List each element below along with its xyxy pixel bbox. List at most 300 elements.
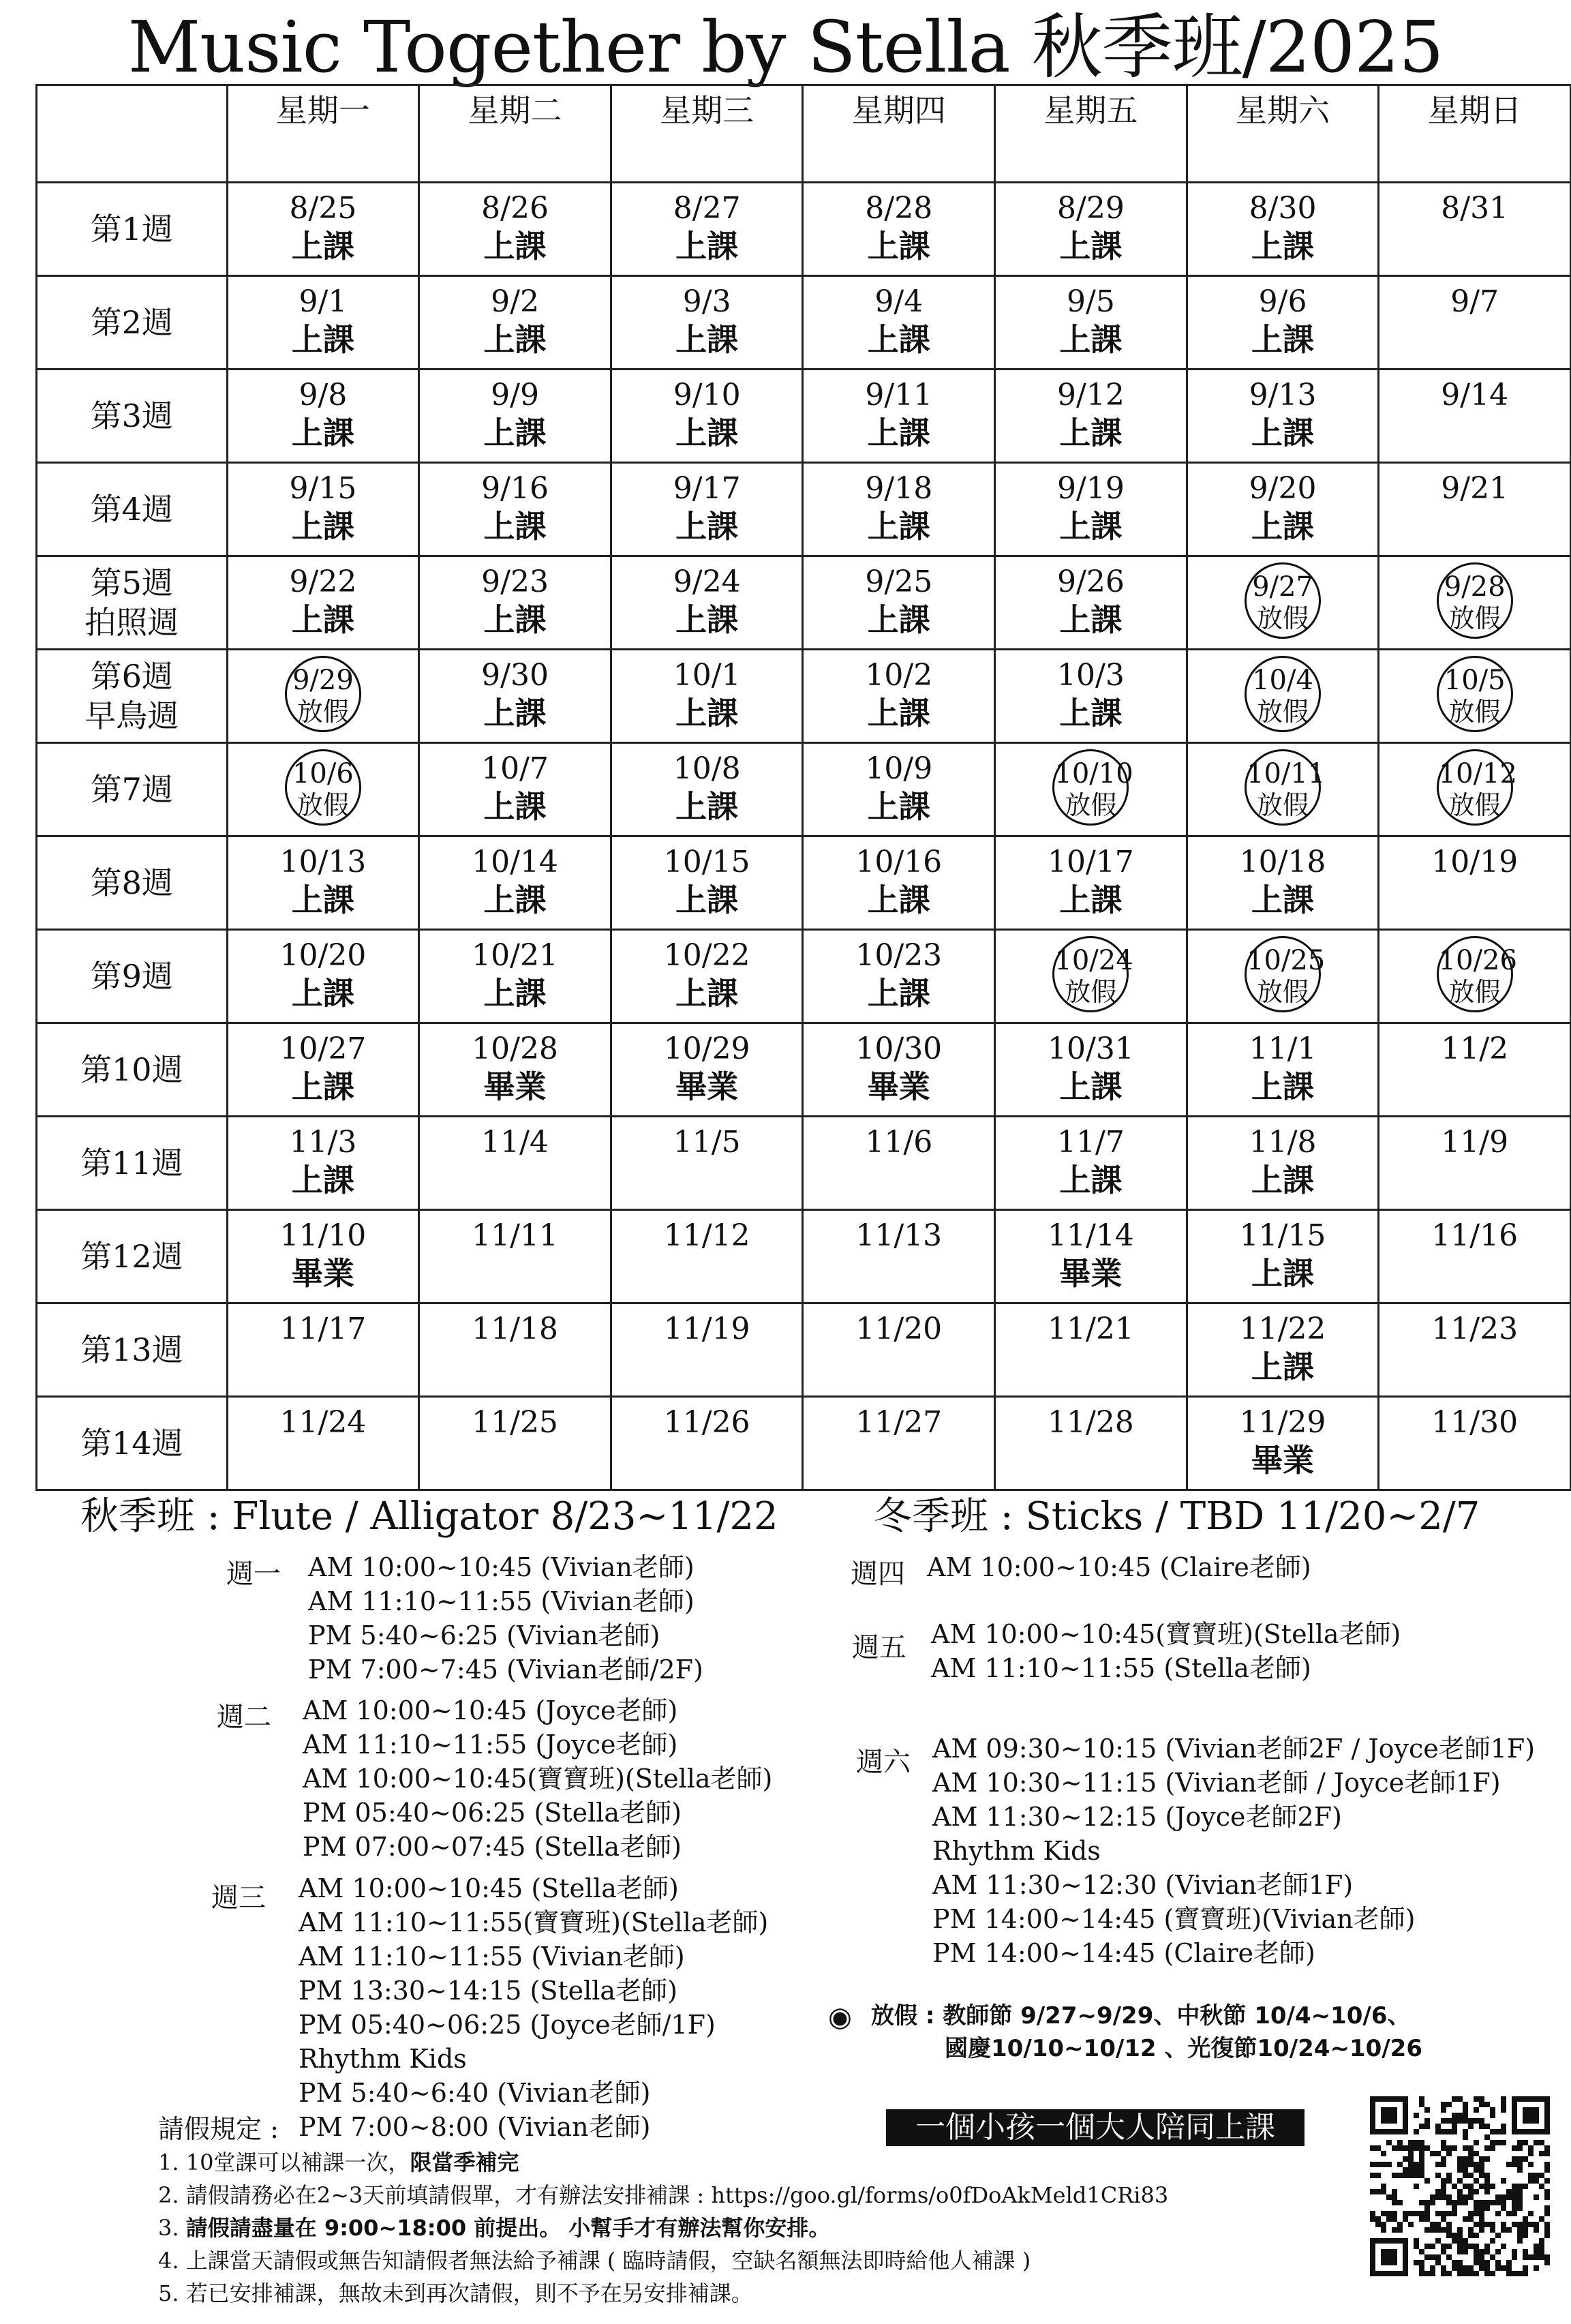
day-cell <box>227 836 419 930</box>
holiday-circle <box>1245 936 1326 1012</box>
cell-date: 10/9 <box>865 751 933 786</box>
holiday-circle <box>1437 936 1517 1012</box>
week-label-line: 第11週 <box>80 1145 183 1181</box>
day-cell <box>1187 1023 1379 1117</box>
cell-date: 9/10 <box>673 378 741 412</box>
cell-date: 8/28 <box>865 191 933 226</box>
cell-date: 11/5 <box>673 1125 741 1160</box>
cell-date: 10/11 <box>1247 758 1326 789</box>
cell-status: 放假 <box>1448 603 1501 633</box>
leave-rules-list <box>158 2146 1168 2310</box>
cell-status: 上課 <box>1059 695 1123 731</box>
cell-date: 10/8 <box>673 751 741 786</box>
cell-status: 上課 <box>867 788 930 825</box>
day-cell <box>1187 650 1379 743</box>
day-cell <box>1187 930 1379 1023</box>
week-row <box>37 1303 1571 1397</box>
week-row <box>37 1397 1571 1490</box>
holiday-circle <box>285 656 361 732</box>
day-cell <box>995 369 1187 463</box>
week-label <box>37 836 228 930</box>
day-cell <box>419 369 611 463</box>
winter-sat-schedule <box>932 1732 1535 1970</box>
holiday-marker-icon: ◉ <box>828 2002 852 2033</box>
day-cell <box>1379 369 1571 463</box>
day-cell <box>1379 930 1571 1023</box>
cell-status: 上課 <box>291 228 354 265</box>
day-cell <box>419 1210 611 1303</box>
schedule-line: AM 11:10~11:55 (Vivian老師) <box>308 1586 695 1616</box>
cell-status: 上課 <box>867 321 930 358</box>
holiday-circle <box>285 749 361 826</box>
cell-date: 8/31 <box>1441 191 1509 226</box>
day-cell <box>1187 836 1379 930</box>
schedule-line: AM 11:10~11:55 (Stella老師) <box>931 1653 1311 1683</box>
cell-status: 上課 <box>1059 881 1123 918</box>
cell-status: 放假 <box>1257 790 1309 820</box>
cell-date: 9/27 <box>1252 571 1313 603</box>
cell-date: 11/15 <box>1239 1218 1326 1253</box>
calendar-body <box>37 183 1571 1490</box>
cell-status: 上課 <box>867 975 930 1012</box>
cell-date: 9/24 <box>673 564 741 599</box>
schedule-line: AM 10:00~10:45(寶寶班)(Stella老師) <box>931 1619 1401 1649</box>
day-header: 星期五 <box>995 85 1187 183</box>
cell-status: 畢業 <box>675 1068 739 1105</box>
week-label-line: 第9週 <box>90 958 173 995</box>
cell-date: 11/8 <box>1249 1125 1317 1160</box>
parent-accompany-banner: 一個小孩一個大人陪同上課 <box>886 2109 1305 2146</box>
cell-status: 上課 <box>291 321 354 358</box>
cell-status: 上課 <box>1059 321 1123 358</box>
day-cell <box>419 1303 611 1397</box>
day-header: 星期三 <box>611 85 803 183</box>
cell-date: 9/3 <box>682 284 731 319</box>
cell-date: 11/4 <box>481 1125 549 1160</box>
day-cell <box>227 183 419 276</box>
cell-status: 上課 <box>867 695 930 731</box>
cell-status: 上課 <box>1251 1068 1315 1105</box>
day-cell <box>995 930 1187 1023</box>
schedule-line: PM 7:00~8:00 (Vivian老師) <box>299 2112 651 2142</box>
cell-date: 9/25 <box>865 564 933 599</box>
cell-status: 上課 <box>483 788 547 825</box>
day-cell <box>1379 1397 1571 1490</box>
cell-date: 10/28 <box>472 1031 558 1066</box>
day-cell <box>419 276 611 369</box>
rule-text: 2. 請假請務必在2~3天前填請假單，才有辦法安排補課 : https://goo.gl/forms/o0fDoAkMeld1CRi83 <box>158 2182 1169 2208</box>
day-cell <box>419 1117 611 1210</box>
rule-emphasis: 限當季補完 <box>410 2149 519 2175</box>
cell-date: 11/14 <box>1048 1218 1134 1253</box>
cell-status: 放假 <box>1065 790 1117 820</box>
cell-status: 上課 <box>483 975 547 1012</box>
winter-title: 冬季班 : Sticks / TBD 11/20~2/7 <box>874 1494 1480 1539</box>
cell-date: 9/18 <box>865 471 933 506</box>
day-cell <box>995 1397 1187 1490</box>
cell-date: 9/20 <box>1249 471 1317 506</box>
cell-date: 11/11 <box>472 1218 558 1253</box>
cell-status: 放假 <box>1257 603 1309 633</box>
cell-status: 畢業 <box>867 1068 930 1105</box>
cell-status: 放假 <box>1065 977 1117 1007</box>
day-cell <box>611 556 803 650</box>
day-cell <box>803 556 995 650</box>
cell-date: 9/29 <box>292 665 354 696</box>
cell-status: 上課 <box>1251 228 1315 265</box>
cell-status: 放假 <box>1448 697 1501 727</box>
day-cell <box>803 183 995 276</box>
cell-status: 放假 <box>296 697 349 727</box>
holiday-circle <box>1245 749 1326 826</box>
cell-date: 9/8 <box>299 378 348 412</box>
schedule-line: PM 5:40~6:40 (Vivian老師) <box>299 2078 651 2108</box>
cell-date: 9/7 <box>1450 284 1499 319</box>
cell-date: 10/30 <box>855 1031 943 1066</box>
cell-status: 放假 <box>1448 790 1501 820</box>
day-cell <box>611 650 803 743</box>
week-row <box>37 1210 1571 1303</box>
cell-date: 10/2 <box>865 658 933 693</box>
schedule-line: PM 14:00~14:45 (寶寶班)(Vivian老師) <box>932 1904 1416 1934</box>
cell-date: 11/27 <box>855 1405 943 1440</box>
day-cell <box>1379 556 1571 650</box>
holiday-circle <box>1052 936 1133 1012</box>
day-cell <box>1379 1023 1571 1117</box>
cell-status: 上課 <box>1251 1255 1315 1292</box>
week-label-line: 第13週 <box>80 1331 183 1368</box>
day-cell <box>995 836 1187 930</box>
week-label <box>37 930 228 1023</box>
autumn-tue-schedule <box>303 1693 772 1864</box>
cell-date: 8/29 <box>1057 191 1125 226</box>
week-label-line: 第10週 <box>80 1051 183 1088</box>
cell-date: 10/29 <box>663 1031 750 1066</box>
cell-date: 8/30 <box>1249 191 1317 226</box>
day-cell <box>803 463 995 556</box>
day-cell <box>1187 276 1379 369</box>
cell-date: 11/17 <box>279 1312 367 1346</box>
autumn-tue-label: 週二 <box>217 1702 271 1733</box>
day-cell <box>227 1397 419 1490</box>
week-label-line: 第1週 <box>90 211 173 247</box>
cell-status: 上課 <box>1251 414 1315 451</box>
cell-status: 上課 <box>867 508 930 545</box>
cell-date: 9/16 <box>481 471 549 506</box>
week-row <box>37 276 1571 369</box>
cell-status: 畢業 <box>291 1255 354 1292</box>
day-header: 星期六 <box>1187 85 1379 183</box>
schedule-line: AM 10:00~10:45 (Stella老師) <box>299 1873 679 1903</box>
rule-text: 3. <box>158 2215 186 2241</box>
day-cell <box>419 930 611 1023</box>
day-header: 星期二 <box>419 85 611 183</box>
day-cell <box>227 556 419 650</box>
day-cell <box>227 276 419 369</box>
cell-date: 10/6 <box>292 758 354 789</box>
day-cell <box>995 276 1187 369</box>
cell-status: 上課 <box>1059 1162 1123 1198</box>
winter-fri-schedule <box>931 1617 1401 1685</box>
week-label-line: 第8週 <box>90 864 173 901</box>
rule-item <box>158 2179 1168 2212</box>
week-row <box>37 183 1571 276</box>
week-row <box>37 930 1571 1023</box>
cell-status: 上課 <box>291 1162 354 1198</box>
cell-status: 上課 <box>1059 508 1123 545</box>
holiday-circle <box>1437 562 1513 639</box>
day-cell <box>803 836 995 930</box>
week-label <box>37 463 228 556</box>
schedule-line: AM 10:30~11:15 (Vivian老師 / Joyce老師1F) <box>932 1768 1501 1798</box>
cell-date: 9/26 <box>1057 564 1125 599</box>
day-cell <box>227 930 419 1023</box>
cell-date: 8/26 <box>481 191 549 226</box>
day-cell <box>803 1303 995 1397</box>
cell-date: 8/27 <box>673 191 741 226</box>
cell-date: 10/14 <box>472 845 558 879</box>
week-label <box>37 276 228 369</box>
cell-date: 11/13 <box>855 1218 943 1253</box>
cell-status: 畢業 <box>1251 1442 1315 1479</box>
week-label-line: 第2週 <box>90 304 173 341</box>
cell-date: 10/12 <box>1438 758 1517 789</box>
day-cell <box>1187 1397 1379 1490</box>
week-label <box>37 1023 228 1117</box>
qr-code-icon[interactable] <box>1370 2096 1550 2276</box>
cell-date: 11/22 <box>1239 1312 1326 1346</box>
day-cell <box>1379 836 1571 930</box>
week-label-line: 早鳥週 <box>85 697 179 734</box>
day-cell <box>227 463 419 556</box>
cell-date: 11/12 <box>663 1218 750 1253</box>
cell-status: 上課 <box>1059 1068 1123 1105</box>
day-cell <box>803 1023 995 1117</box>
day-cell <box>995 743 1187 836</box>
week-label <box>37 743 228 836</box>
cell-date: 10/25 <box>1247 945 1326 976</box>
autumn-mon-label: 週一 <box>226 1558 281 1590</box>
leave-rules-title: 請假規定 : <box>158 2114 279 2144</box>
day-cell <box>227 1023 419 1117</box>
cell-status: 上課 <box>675 881 739 918</box>
cell-date: 10/10 <box>1054 758 1133 789</box>
rule-emphasis: 請假請盡量在 9:00~18:00 前提出。 小幫手才有辦法幫你安排。 <box>185 2215 831 2241</box>
holiday-line-2: 國慶10/10~10/12 、光復節10/24~10/26 <box>945 2035 1423 2062</box>
cell-status: 上課 <box>291 414 354 451</box>
day-cell <box>419 650 611 743</box>
cell-date: 10/24 <box>1054 945 1133 976</box>
day-cell <box>803 930 995 1023</box>
cell-date: 10/4 <box>1252 665 1313 696</box>
day-cell <box>227 743 419 836</box>
cell-date: 11/2 <box>1441 1031 1509 1066</box>
cell-date: 11/20 <box>855 1312 943 1346</box>
cell-status: 放假 <box>1257 977 1309 1007</box>
day-cell <box>1187 369 1379 463</box>
rule-text: 1. 10堂課可以補課一次， <box>158 2149 410 2175</box>
cell-date: 10/26 <box>1438 945 1517 976</box>
day-cell <box>1379 1117 1571 1210</box>
week-label-line: 拍照週 <box>85 604 179 641</box>
cell-date: 10/18 <box>1239 845 1326 879</box>
cell-date: 9/30 <box>481 658 549 693</box>
schedule-line: Rhythm Kids <box>299 2044 467 2074</box>
schedule-line: PM 7:00~7:45 (Vivian老師/2F) <box>308 1655 703 1685</box>
day-cell <box>803 1210 995 1303</box>
cell-status: 上課 <box>675 695 739 731</box>
day-cell <box>227 1303 419 1397</box>
cell-status: 上課 <box>867 881 930 918</box>
day-cell <box>803 743 995 836</box>
week-label <box>37 1117 228 1210</box>
cell-status: 放假 <box>296 790 349 820</box>
day-cell <box>803 369 995 463</box>
day-cell <box>995 463 1187 556</box>
day-cell <box>1379 743 1571 836</box>
schedule-line: PM 05:40~06:25 (Joyce老師/1F) <box>299 2010 716 2040</box>
cell-date: 11/23 <box>1431 1312 1519 1346</box>
day-header-row <box>37 85 1571 183</box>
cell-date: 11/29 <box>1239 1405 1326 1440</box>
week-row <box>37 463 1571 556</box>
cell-date: 11/28 <box>1048 1405 1134 1440</box>
cell-date: 8/25 <box>289 191 357 226</box>
winter-thu-schedule <box>927 1550 1311 1584</box>
cell-date: 11/7 <box>1057 1125 1125 1160</box>
cell-status: 畢業 <box>483 1068 547 1105</box>
cell-date: 10/27 <box>279 1031 367 1066</box>
autumn-mon-schedule <box>308 1550 703 1687</box>
cell-date: 10/3 <box>1057 658 1125 693</box>
week-label-line: 第5週 <box>90 564 173 601</box>
day-cell <box>611 1117 803 1210</box>
winter-thu-label: 週四 <box>851 1558 905 1590</box>
cell-status: 上課 <box>867 228 930 265</box>
schedule-line: AM 09:30~10:15 (Vivian老師2F / Joyce老師1F) <box>932 1734 1536 1764</box>
schedule-line: Rhythm Kids <box>932 1836 1101 1866</box>
day-cell <box>227 1117 419 1210</box>
cell-date: 9/28 <box>1444 571 1506 603</box>
cell-date: 10/13 <box>279 845 367 879</box>
cell-status: 上課 <box>483 414 547 451</box>
day-cell <box>995 1210 1187 1303</box>
cell-status: 上課 <box>867 414 930 451</box>
day-cell <box>611 930 803 1023</box>
cell-status: 上課 <box>1059 414 1123 451</box>
day-cell <box>1187 463 1379 556</box>
holiday-circle <box>1437 656 1513 732</box>
cell-status: 上課 <box>1251 508 1315 545</box>
cell-status: 上課 <box>483 321 547 358</box>
cell-date: 10/22 <box>663 938 750 973</box>
cell-date: 9/4 <box>874 284 924 319</box>
day-cell <box>611 183 803 276</box>
cell-date: 10/16 <box>855 845 943 879</box>
cell-status: 上課 <box>675 508 739 545</box>
rule-item <box>158 2212 1168 2244</box>
day-cell <box>803 1397 995 1490</box>
week-row <box>37 556 1571 650</box>
cell-date: 9/1 <box>299 284 348 319</box>
week-row <box>37 836 1571 930</box>
day-cell <box>1379 650 1571 743</box>
week-row <box>37 650 1571 743</box>
cell-date: 10/21 <box>472 938 558 973</box>
day-cell <box>995 556 1187 650</box>
cell-date: 11/1 <box>1249 1031 1317 1066</box>
winter-fri-label: 週五 <box>852 1632 906 1663</box>
cell-date: 9/21 <box>1441 471 1509 506</box>
cell-date: 11/25 <box>472 1405 558 1440</box>
rule-text: 5. 若已安排補課，無故未到再次請假，則不予在另安排補課。 <box>158 2280 753 2306</box>
cell-date: 9/5 <box>1067 284 1115 319</box>
cell-date: 9/9 <box>491 378 539 412</box>
day-cell <box>611 1210 803 1303</box>
day-cell <box>995 183 1187 276</box>
cell-status: 上課 <box>483 695 547 731</box>
holiday-circle <box>1052 749 1133 826</box>
schedule-line: PM 5:40~6:25 (Vivian老師) <box>308 1620 660 1650</box>
calendar-table <box>35 84 1571 1491</box>
day-cell <box>611 1303 803 1397</box>
cell-date: 10/15 <box>663 845 750 879</box>
cell-date: 10/7 <box>481 751 549 786</box>
week-label <box>37 369 228 463</box>
cell-date: 9/23 <box>481 564 549 599</box>
holiday-line-1: 放假 : 教師節 9/27~9/29、中秋節 10/4~10/6、 <box>871 2002 1411 2029</box>
day-cell <box>1379 1210 1571 1303</box>
cell-status: 上課 <box>483 881 547 918</box>
day-cell <box>611 1023 803 1117</box>
cell-status: 上課 <box>1059 601 1123 638</box>
schedule-line: PM 14:00~14:45 (Claire老師) <box>932 1938 1315 1968</box>
cell-status: 上課 <box>1251 321 1315 358</box>
cell-status: 上課 <box>1251 881 1315 918</box>
week-row <box>37 369 1571 463</box>
day-cell <box>1187 1210 1379 1303</box>
cell-status: 上課 <box>483 601 547 638</box>
day-cell <box>611 463 803 556</box>
header-corner <box>37 85 228 183</box>
cell-date: 10/17 <box>1048 845 1134 879</box>
page-title: Music Together by Stella 秋季班/2025 <box>127 5 1444 89</box>
cell-date: 9/19 <box>1057 471 1125 506</box>
schedule-line: AM 11:10~11:55(寶寶班)(Stella老師) <box>299 1907 769 1937</box>
day-cell <box>611 743 803 836</box>
rule-text: 4. 上課當天請假或無告知請假者無法給予補課 ( 臨時請假，空缺名額無法即時給他人補課 ) <box>158 2248 1031 2274</box>
day-cell <box>803 276 995 369</box>
day-cell <box>1187 1117 1379 1210</box>
day-cell <box>1379 463 1571 556</box>
cell-date: 11/9 <box>1441 1125 1509 1160</box>
cell-date: 11/6 <box>865 1125 933 1160</box>
cell-status: 上課 <box>291 975 354 1012</box>
week-label-line: 第14週 <box>80 1425 183 1462</box>
week-label-line: 第3週 <box>90 397 173 434</box>
cell-status: 上課 <box>1059 228 1123 265</box>
schedule-line: PM 13:30~14:15 (Stella老師) <box>299 1976 677 2006</box>
cell-date: 10/1 <box>673 658 741 693</box>
day-cell <box>1379 1303 1571 1397</box>
day-cell <box>1187 183 1379 276</box>
cell-date: 9/11 <box>865 378 933 412</box>
holiday-circle <box>1245 562 1321 639</box>
cell-date: 11/24 <box>279 1405 367 1440</box>
day-cell <box>611 276 803 369</box>
holiday-circle <box>1437 749 1517 826</box>
cell-date: 9/17 <box>673 471 741 506</box>
